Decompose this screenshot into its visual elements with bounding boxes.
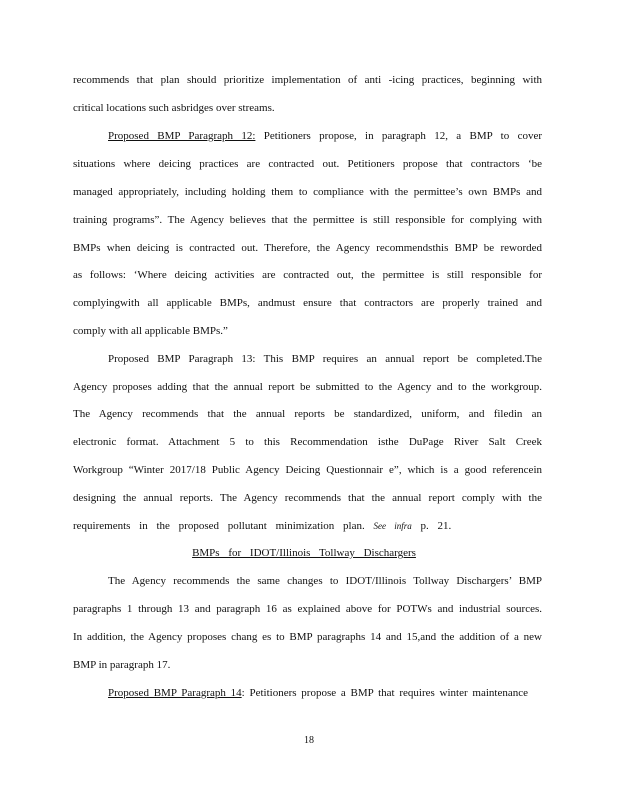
paragraph-14-heading: Proposed BMP Paragraph 14	[108, 687, 242, 699]
text-line: recommends that plan should prioritize implementation of anti -icing practices, beginning with	[73, 74, 542, 86]
section-heading-text: BMPs for IDOT/Illinois Tollway Dischargers	[192, 547, 416, 559]
page-reference: p. 21.	[411, 520, 452, 532]
text-line: Workgroup “Winter 2017/18 Public Agency Deicing Questionnair e”, which is a good referencein	[73, 464, 542, 476]
text-line: Agency proposes adding that the annual report be submitted to the Agency and to the workgroup.	[73, 381, 542, 393]
text-line: as follows: ‘Where deicing activities are contracted out, the permittee is still responsible for	[73, 269, 542, 281]
text-line: designing the annual reports. The Agency recommends that the annual report comply with the	[73, 492, 542, 504]
text-line: critical locations such asbridges over streams.	[73, 102, 275, 114]
text-line: electronic format. Attachment 5 to this Recommendation isthe DuPage River Salt Creek	[73, 436, 542, 448]
citation-see-infra: See infra	[373, 521, 412, 531]
text-line: complyingwith all applicable BMPs, andmust ensure that contractors are properly trained and	[73, 297, 542, 309]
text-line	[73, 519, 542, 533]
paragraph-12-heading: Proposed BMP Paragraph 12:	[108, 130, 256, 142]
text-line: The Agency recommends that the annual reports be standardized, uniform, and filedin an	[73, 408, 542, 420]
paragraph-14-line	[108, 686, 528, 700]
page-number: 18	[304, 735, 314, 746]
text-line: BMP in paragraph 17.	[73, 659, 171, 671]
text-line: The Agency recommends the same changes to IDOT/Illinois Tollway Dischargers’ BMP	[108, 575, 542, 587]
text-line: paragraphs 1 through 13 and paragraph 16 as explained above for POTWs and industrial sources.	[73, 603, 542, 615]
text-line: comply with all applicable BMPs.”	[73, 325, 228, 337]
requirements-text: requirements in the proposed pollutant minimization plan.	[73, 520, 374, 532]
section-heading	[0, 546, 618, 560]
text-line: In addition, the Agency proposes chang es to BMP paragraphs 14 and 15,and the addition of a new	[73, 631, 542, 643]
text-line: situations where deicing practices are contracted out. Petitioners propose that contractors ‘be	[73, 158, 542, 170]
paragraph-12-text: Petitioners propose, in paragraph 12, a BMP to cover	[255, 130, 542, 142]
paragraph-12-line	[108, 129, 542, 143]
text-line: training programs”. The Agency believes that the permittee is still responsible for complying with	[73, 214, 542, 226]
text-line: BMPs when deicing is contracted out. Therefore, the Agency recommendsthis BMP be reworded	[73, 242, 542, 254]
text-line: managed appropriately, including holding them to compliance with the permittee’s own BMPs and	[73, 186, 542, 198]
paragraph-13-line: Proposed BMP Paragraph 13: This BMP requires an annual report be completed.The	[108, 353, 542, 365]
paragraph-14-text: : Petitioners propose a BMP that requires winter maintenance	[241, 687, 528, 699]
